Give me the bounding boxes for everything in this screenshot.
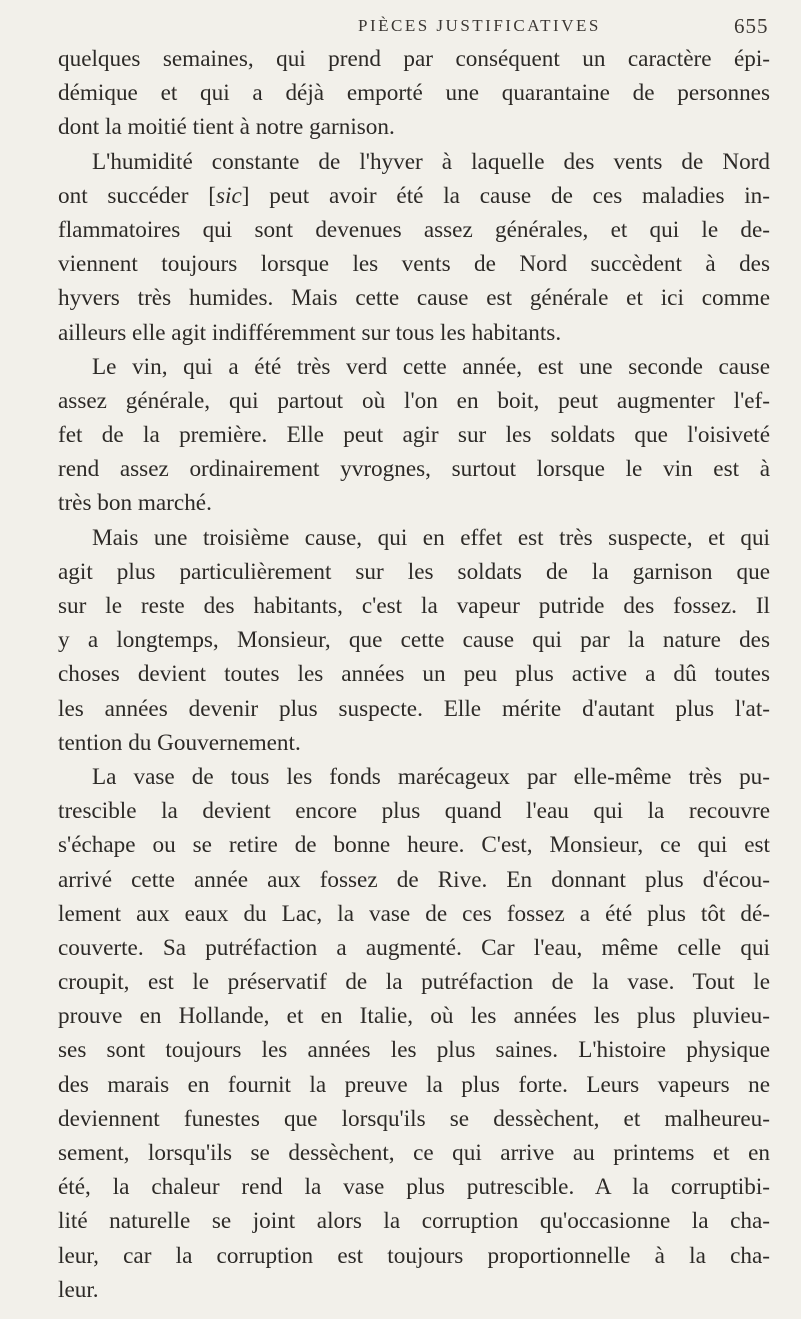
text-line: Le vin, qui a été très verd cette année, est une seconde cause (92, 353, 770, 380)
text-line: prouve en Hollande, et en Italie, où les années les plus pluvieu- (58, 1003, 770, 1030)
text-line: arrivé cette année aux fossez de Rive. En donnant plus d'écou- (58, 866, 770, 893)
text-line: sur le reste des habitants, c'est la vapeur putride des fossez. Il (58, 593, 770, 619)
body-text (58, 42, 770, 1307)
text-line: La vase de tous les fonds marécageux par elle-même très pu- (92, 763, 770, 790)
text-line: été, la chaleur rend la vase plus putrescible. A la corruptibi- (58, 1174, 770, 1201)
text-line: hyvers très humides. Mais cette cause est générale et ici comme (58, 285, 770, 312)
text-line: leur. (58, 1276, 99, 1303)
text-line: choses devient toutes les années un peu plus active a dû toutes (58, 661, 770, 688)
text-line: s'échape ou se retire de bonne heure. C'est, Monsieur, ce qui est (58, 832, 770, 859)
text-line: tention du Gouvernement. (58, 729, 301, 756)
running-title: PIÈCES JUSTIFICATIVES (358, 16, 601, 35)
text-line: y a longtemps, Monsieur, que cette cause qui par la nature des (58, 627, 770, 654)
page-number: 655 (734, 14, 769, 38)
text-line: démique et qui a déjà emporté une quarantaine de personnes (58, 80, 770, 107)
text-line: L'humidité constante de l'hyver à laquelle des vents de Nord (92, 148, 770, 175)
text-line: deviennent funestes que lorsqu'ils se dessèchent, et malheureu- (58, 1105, 770, 1132)
text-line: les années devenir plus suspecte. Elle mérite d'autant plus l'at- (58, 695, 770, 722)
text-line: croupit, est le préservatif de la putréfaction de la vase. Tout le (58, 969, 770, 996)
text-line: ses sont toujours les années les plus saines. L'histoire physique (58, 1037, 770, 1064)
text-line: quelques semaines, qui prend par conséquent un caractère épi- (58, 46, 770, 72)
text-line: ailleurs elle agit indifféremment sur tous les habitants. (58, 319, 562, 346)
text-line: Mais une troisième cause, qui en effet est très suspecte, et qui (92, 524, 770, 551)
text-line: très bon marché. (58, 490, 212, 517)
text-line: couverte. Sa putréfaction a augmenté. Car l'eau, même celle qui (58, 934, 770, 961)
text-line: assez générale, qui partout où l'on en boit, peut augmenter l'ef- (58, 387, 770, 414)
text-line: lité naturelle se joint alors la corruption qu'occasionne la cha- (58, 1208, 770, 1235)
text-line: rend assez ordinairement yvrognes, surtout lorsque le vin est à (58, 456, 770, 483)
text-line: ont succéder [sic] peut avoir été la cause de ces maladies in- (58, 182, 771, 209)
text-line: fet de la première. Elle peut agir sur les soldats que l'oisiveté (58, 422, 770, 449)
running-header (0, 12, 801, 42)
text-line: agit plus particulièrement sur les soldats de la garnison que (58, 558, 770, 585)
text-line: viennent toujours lorsque les vents de Nord succèdent à des (58, 251, 770, 278)
text-line: sement, lorsqu'ils se dessèchent, ce qui arrive au printems et en (58, 1140, 770, 1166)
text-line: leur, car la corruption est toujours proportionnelle à la cha- (58, 1242, 770, 1269)
text-line: flammatoires qui sont devenues assez générales, et qui le de- (58, 216, 770, 243)
text-line: des marais en fournit la preuve la plus forte. Leurs vapeurs ne (58, 1071, 770, 1098)
sic-marker: sic (216, 182, 242, 209)
text-line: lement aux eaux du Lac, la vase de ces fossez a été plus tôt dé- (58, 900, 770, 927)
text-line: dont la moitié tient à notre garnison. (58, 114, 395, 141)
text-line: trescible la devient encore plus quand l'eau qui la recouvre (58, 798, 770, 825)
